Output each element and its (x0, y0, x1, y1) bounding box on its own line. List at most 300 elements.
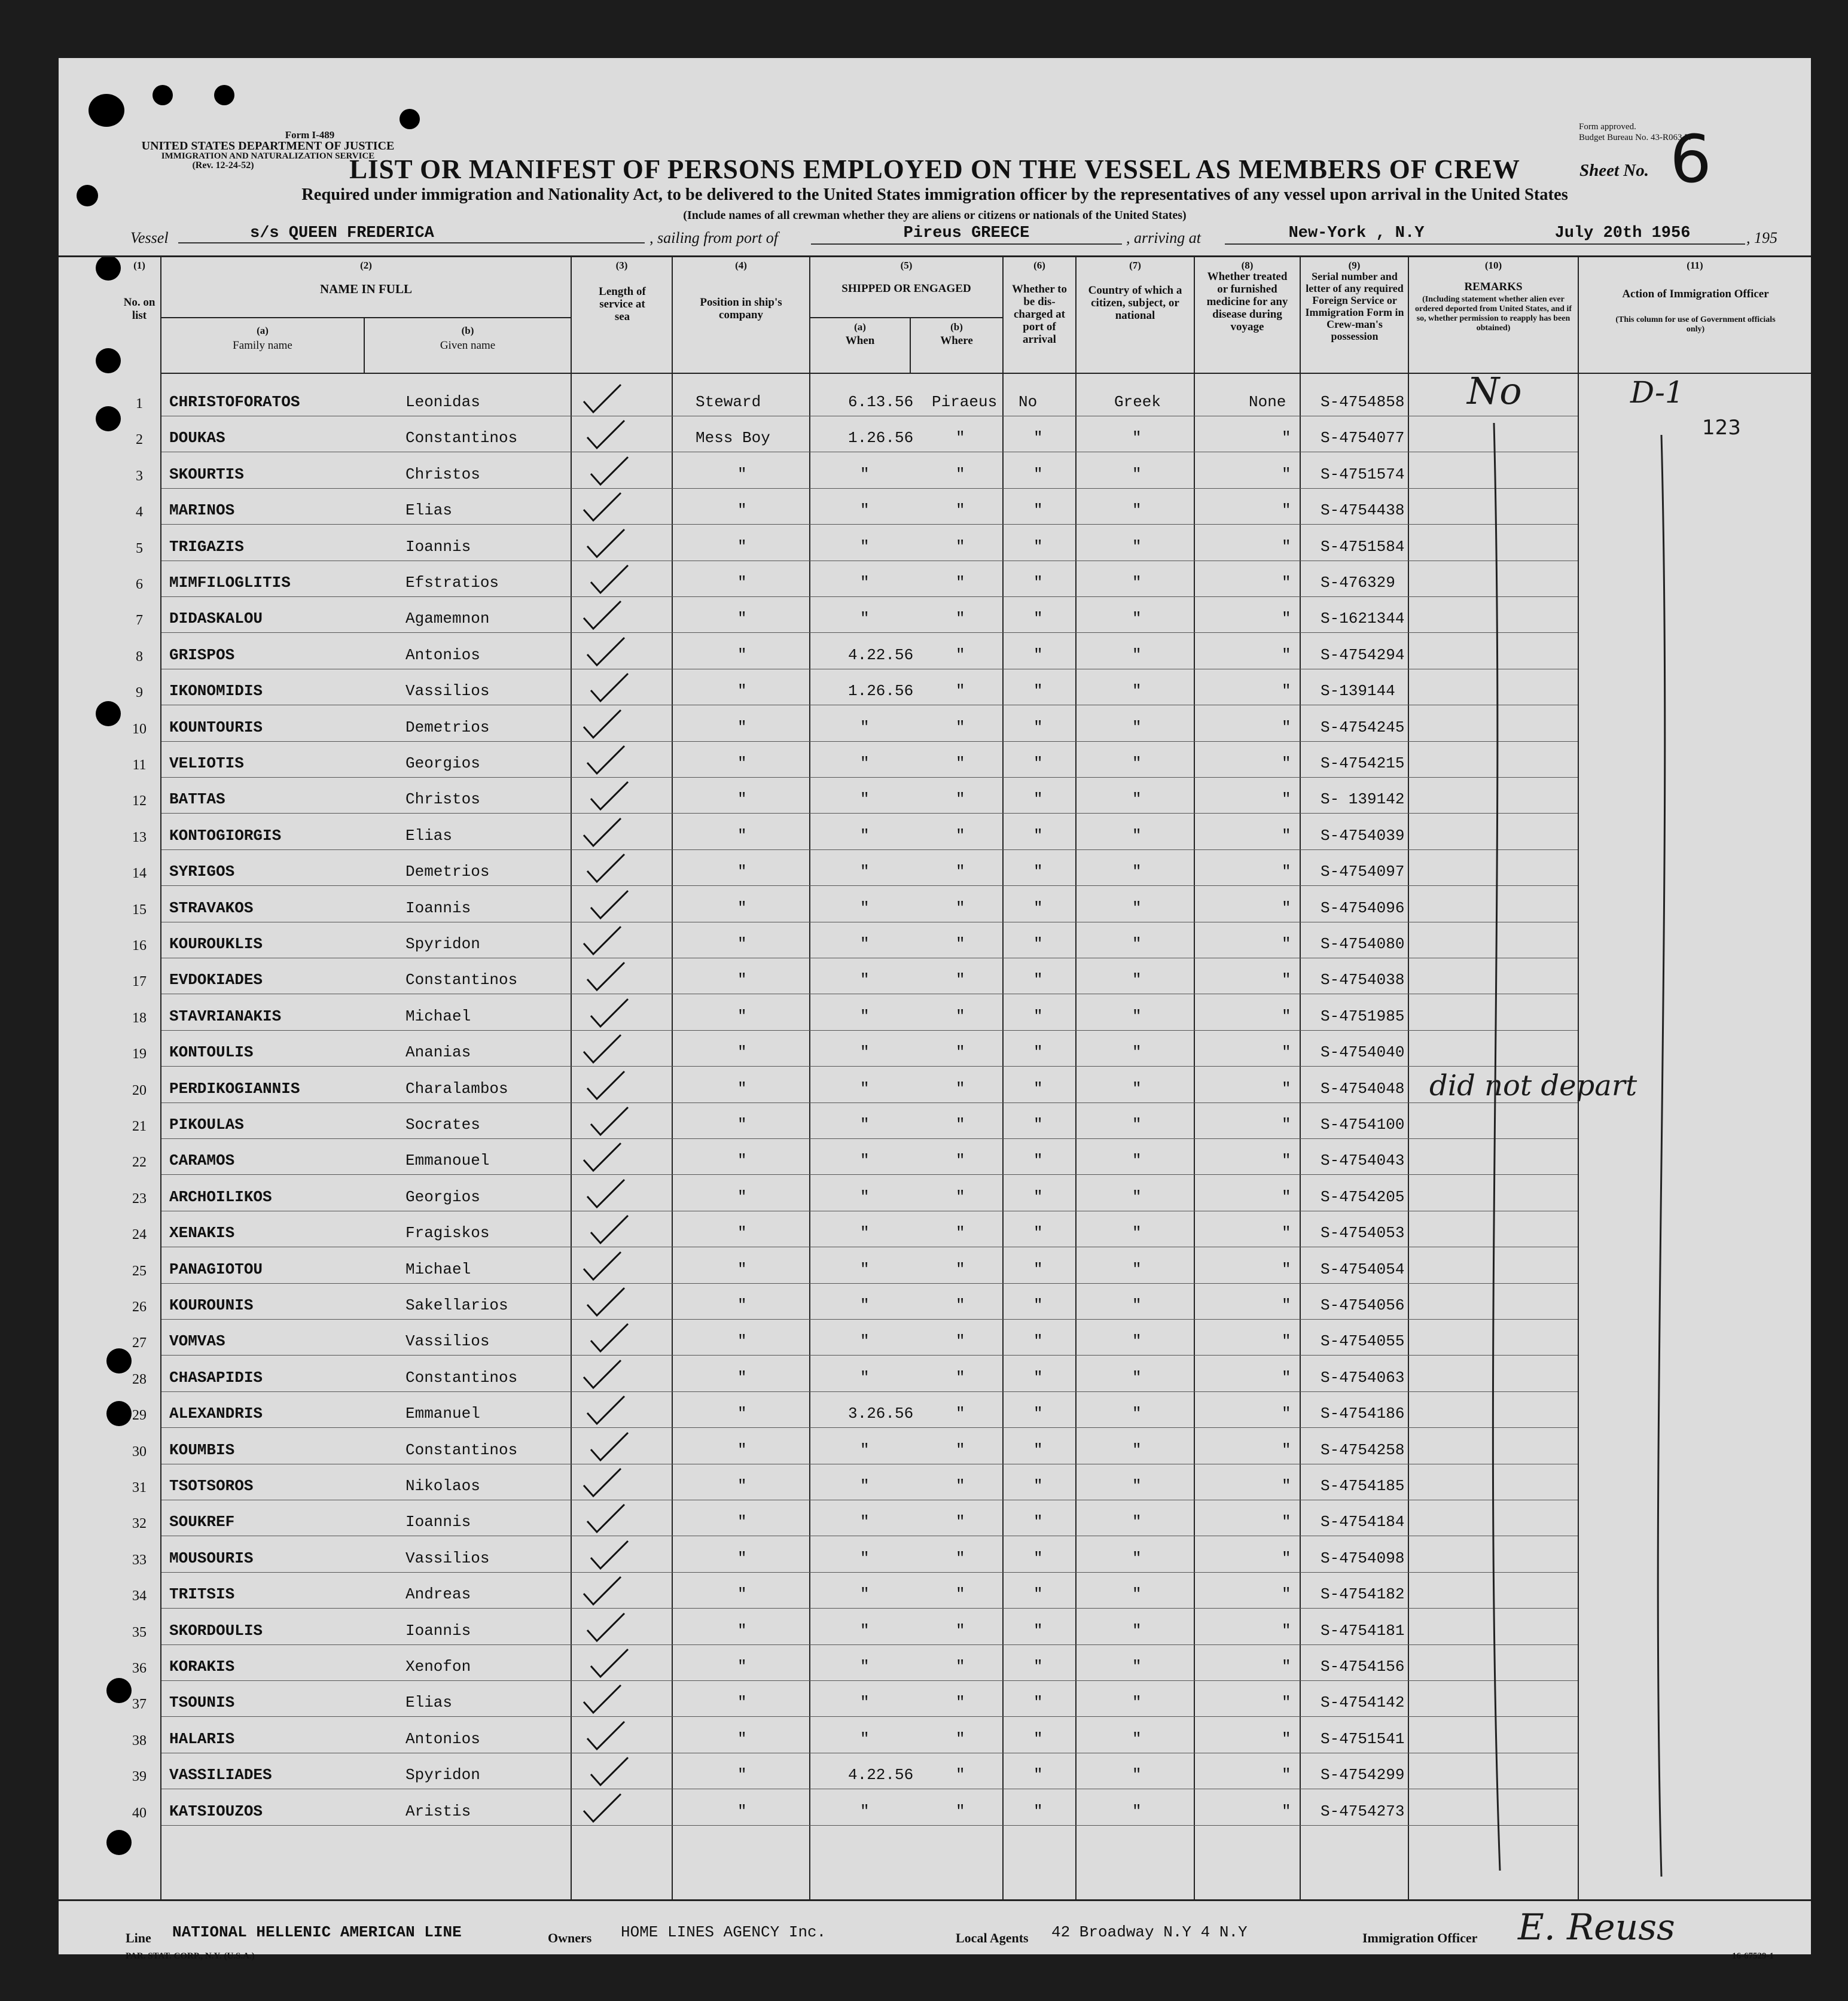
cell-country: " (1132, 1152, 1142, 1170)
cell-family: ARCHOILIKOS (169, 1187, 272, 1206)
cell-discharge: " (1033, 863, 1043, 881)
cell-when: " (860, 1658, 870, 1676)
cell-position: " (737, 1549, 747, 1567)
punch-hole (153, 85, 173, 105)
cell-medicine: " (1282, 1440, 1291, 1459)
punch-hole (96, 348, 121, 373)
cell-where: " (956, 537, 965, 556)
cell-position: " (737, 1621, 747, 1640)
cell-position: " (737, 790, 747, 809)
cell-family: KOUROUKLIS (169, 935, 263, 953)
cell-serial: S-4754858 (1321, 393, 1405, 411)
cell-serial: S- 139142 (1321, 790, 1405, 809)
cell-family: PIKOULAS (169, 1116, 244, 1134)
cell-serial: S-4754273 (1321, 1802, 1405, 1820)
cell-when: " (860, 1585, 870, 1604)
check-mark (583, 527, 630, 563)
cell-family: SOUKREF (169, 1513, 235, 1531)
row-rule (161, 632, 1578, 633)
cell-medicine: " (1282, 1405, 1291, 1423)
cell-country: " (1132, 682, 1142, 700)
officer-signature: E. Reuss (1518, 1906, 1675, 1948)
gpo-number: 16-67529-1 (1732, 1951, 1774, 1961)
cell-when: " (860, 826, 870, 845)
cell-given: Elias (405, 826, 453, 845)
cell-family: KATSIOUZOS (169, 1802, 263, 1820)
cell-medicine: " (1282, 754, 1291, 772)
cell-medicine: " (1282, 1658, 1291, 1676)
cell-medicine: " (1282, 1152, 1291, 1170)
cell-country: " (1132, 1116, 1142, 1134)
form-approved: Form approved. (1579, 122, 1636, 132)
cell-medicine: " (1282, 1332, 1291, 1351)
check-mark (586, 671, 634, 707)
cell-family: SYRIGOS (169, 863, 235, 881)
col2b-number: (b) (461, 325, 474, 336)
cell-discharge: " (1033, 1729, 1043, 1748)
cell-when: " (860, 1332, 870, 1351)
cell-position: " (737, 1405, 747, 1423)
check-mark (586, 1647, 634, 1683)
cell-given: Elias (405, 501, 453, 520)
cell-serial: S-4754039 (1321, 826, 1405, 845)
cell-when: " (860, 863, 870, 881)
check-mark (579, 1141, 627, 1177)
rule (809, 317, 1002, 318)
cell-country: " (1132, 1224, 1142, 1242)
row-rule (161, 1066, 1578, 1067)
cell-discharge: " (1033, 899, 1043, 917)
cell-given: Spyridon (405, 935, 480, 953)
cell-discharge: " (1033, 1368, 1043, 1387)
cell-discharge: " (1033, 645, 1043, 664)
cell-medicine: " (1282, 1296, 1291, 1314)
cell-family: KOUMBIS (169, 1440, 235, 1459)
punch-hole (400, 109, 420, 129)
row-number: 2 (136, 432, 143, 448)
cell-given: Spyridon (405, 1766, 480, 1784)
sheet-number: 6 (1670, 121, 1712, 197)
col4-header: Position in ship's company (700, 296, 782, 321)
cell-country: " (1132, 1405, 1142, 1423)
check-mark (583, 1177, 630, 1213)
rule (160, 255, 161, 1901)
cell-family: ALEXANDRIS (169, 1405, 263, 1423)
cell-serial: S-4754043 (1321, 1152, 1405, 1170)
col10-note: (Including statement whether alien ever ordered deported from United States, and if so, whether permission to reapply has been obtained) (1415, 295, 1572, 333)
cell-given: Georgios (405, 754, 480, 772)
col9-header: Serial number and letter of any required Foreign Service or Immigration Form in Crew-man's possession (1305, 270, 1404, 342)
cell-medicine: " (1282, 1116, 1291, 1134)
cell-position: " (737, 501, 747, 520)
row-number: 23 (132, 1190, 147, 1207)
bracket-lines (1482, 417, 1781, 1895)
cell-position: " (737, 1440, 747, 1459)
cell-when: " (860, 1621, 870, 1640)
cell-country: " (1132, 1658, 1142, 1676)
cell-given: Emmanuel (405, 1405, 480, 1423)
col4-number: (4) (735, 260, 747, 271)
check-mark (579, 382, 627, 418)
check-mark (586, 1430, 634, 1466)
check-mark (579, 599, 627, 635)
subtitle: Required under immigration and Nationality Act, to be delivered to the United States immigration officer by the representatives of any vessel upon arrival in the United States (301, 185, 1568, 204)
cell-serial: S-139144 (1321, 682, 1395, 700)
cell-when: " (860, 1043, 870, 1062)
cell-country: " (1132, 1440, 1142, 1459)
cell-country: " (1132, 826, 1142, 845)
row-number: 28 (132, 1371, 147, 1387)
cell-where: " (956, 1729, 965, 1748)
rule (1408, 255, 1409, 1901)
row-number: 17 (132, 974, 147, 990)
cell-medicine: " (1282, 1549, 1291, 1567)
cell-discharge: " (1033, 1477, 1043, 1495)
punch-hole (96, 701, 121, 726)
row-rule (161, 1608, 1578, 1609)
cell-serial: S-4754063 (1321, 1368, 1405, 1387)
cell-when: " (860, 1116, 870, 1134)
cell-given: Constantinos (405, 971, 518, 989)
cell-family: GRISPOS (169, 645, 235, 664)
cell-when: " (860, 790, 870, 809)
cell-serial: S-4754186 (1321, 1405, 1405, 1423)
row-rule (161, 1030, 1578, 1031)
agents-label: Local Agents (956, 1930, 1029, 1945)
cell-when: " (860, 718, 870, 736)
cell-given: Christos (405, 790, 480, 809)
cell-given: Vassilios (405, 1332, 490, 1351)
cell-family: VOMVAS (169, 1332, 225, 1351)
cell-given: Michael (405, 1260, 471, 1278)
check-mark (579, 1574, 627, 1610)
cell-country: " (1132, 465, 1142, 483)
row-rule (161, 1391, 1578, 1392)
cell-given: Ananias (405, 1043, 471, 1062)
arrival-date: July 20th 1956 (1500, 224, 1745, 245)
cell-serial: S-4754097 (1321, 863, 1405, 881)
cell-family: MOUSOURIS (169, 1549, 254, 1567)
cell-medicine: " (1282, 1802, 1291, 1820)
check-mark (579, 1466, 627, 1502)
col6-number: (6) (1033, 260, 1045, 271)
check-mark (579, 924, 627, 960)
check-mark (583, 744, 630, 779)
cell-family: TSOUNIS (169, 1694, 235, 1712)
col2a-header: Family name (233, 339, 292, 352)
cell-serial: S-4754142 (1321, 1694, 1405, 1712)
cell-where: " (956, 1187, 965, 1206)
col10-number: (10) (1484, 260, 1502, 271)
cell-when: " (860, 899, 870, 917)
check-mark (583, 1286, 630, 1321)
cell-position: " (737, 1368, 747, 1387)
check-mark (586, 1213, 634, 1249)
cell-medicine: " (1282, 1224, 1291, 1242)
col3-header: Length of service at sea (599, 285, 646, 323)
cell-country: " (1132, 971, 1142, 989)
cell-serial: S-4754096 (1321, 899, 1405, 917)
col5a-number: (a) (854, 321, 866, 333)
cell-when: " (860, 1513, 870, 1531)
row-rule (161, 1716, 1578, 1717)
cell-when: 6.13.56 (848, 393, 914, 411)
cell-family: HALARIS (169, 1729, 235, 1748)
cell-given: Constantinos (405, 1440, 518, 1459)
cell-position: " (737, 1260, 747, 1278)
col10-header: REMARKS (1464, 281, 1523, 293)
cell-medicine: " (1282, 826, 1291, 845)
cell-where: " (956, 574, 965, 592)
row-number: 6 (136, 577, 143, 592)
department: UNITED STATES DEPARTMENT OF JUSTICE (141, 139, 395, 153)
rule (571, 255, 572, 1901)
rule (672, 255, 673, 1901)
subtitle-note: (Include names of all crewman whether they are aliens or citizens or nationals of the United States) (683, 209, 1187, 222)
cell-discharge: " (1033, 1296, 1043, 1314)
cell-where: " (956, 1079, 965, 1098)
line-value: NATIONAL HELLENIC AMERICAN LINE (172, 1923, 462, 1941)
col5b-header: Where (940, 334, 973, 347)
cell-given: Ioannis (405, 537, 471, 556)
row-rule (161, 1427, 1578, 1428)
check-mark (586, 1105, 634, 1141)
cell-given: Leonidas (405, 393, 480, 411)
row-rule (161, 1680, 1578, 1681)
cell-country: " (1132, 1368, 1142, 1387)
rule (1300, 255, 1301, 1901)
cell-medicine: " (1282, 1477, 1291, 1495)
cell-when: " (860, 1152, 870, 1170)
cell-country: " (1132, 1187, 1142, 1206)
cell-serial: S-4754040 (1321, 1043, 1405, 1062)
cell-country: " (1132, 1729, 1142, 1748)
rule (1002, 255, 1004, 1901)
cell-medicine: " (1282, 1694, 1291, 1712)
cell-position: " (737, 1694, 747, 1712)
cell-position: Mess Boy (696, 429, 770, 447)
cell-position: " (737, 1116, 747, 1134)
row-rule (161, 1644, 1578, 1645)
cell-country: " (1132, 935, 1142, 953)
service: IMMIGRATION AND NATURALIZATION SERVICE (161, 151, 375, 161)
table-bottom-rule (59, 1899, 1811, 1901)
rule (1488, 243, 1500, 245)
cell-serial: S-4754258 (1321, 1440, 1405, 1459)
cell-medicine: " (1282, 1007, 1291, 1025)
row-rule (161, 813, 1578, 814)
check-mark (583, 418, 630, 454)
budget-bureau: Budget Bureau No. 43-R063.5. (1579, 133, 1691, 142)
cell-where: " (956, 1513, 965, 1531)
cell-when: " (860, 1549, 870, 1567)
row-number: 29 (132, 1408, 147, 1424)
row-number: 31 (132, 1480, 147, 1496)
row-number: 16 (132, 938, 147, 954)
check-mark (586, 779, 634, 815)
cell-when: " (860, 574, 870, 592)
row-number: 25 (132, 1263, 147, 1279)
check-mark (579, 1033, 627, 1068)
cell-family: IKONOMIDIS (169, 682, 263, 700)
cell-country: Greek (1114, 393, 1161, 411)
cell-discharge: " (1033, 971, 1043, 989)
cell-country: " (1132, 1802, 1142, 1820)
cell-medicine: " (1282, 863, 1291, 881)
cell-serial: S-4754184 (1321, 1513, 1405, 1531)
cell-country: " (1132, 1332, 1142, 1351)
cell-where: " (956, 645, 965, 664)
cell-medicine: " (1282, 1766, 1291, 1784)
cell-given: Charalambos (405, 1079, 508, 1098)
cell-serial: S-4754181 (1321, 1621, 1405, 1640)
remarks-handwritten: No (1467, 369, 1522, 413)
cell-medicine: " (1282, 610, 1291, 628)
row-number: 27 (132, 1335, 147, 1351)
cell-serial: S-4754048 (1321, 1079, 1405, 1098)
cell-serial: S-4754080 (1321, 935, 1405, 953)
punch-hole (214, 85, 234, 105)
cell-country: " (1132, 1694, 1142, 1712)
row-rule (161, 1355, 1578, 1356)
cell-where: " (956, 718, 965, 736)
col5-number: (5) (900, 260, 913, 271)
cell-family: SKOURTIS (169, 465, 244, 483)
row-number: 36 (132, 1661, 147, 1676)
check-mark (579, 491, 627, 526)
cell-country: " (1132, 1079, 1142, 1098)
row-rule (161, 1283, 1578, 1284)
cell-position: " (737, 971, 747, 989)
cell-family: CHASAPIDIS (169, 1368, 263, 1387)
row-number: 15 (132, 901, 147, 918)
cell-country: " (1132, 899, 1142, 917)
col8-number: (8) (1241, 260, 1254, 271)
cell-discharge: " (1033, 465, 1043, 483)
row-rule (161, 596, 1578, 597)
rule (1075, 255, 1077, 1901)
cell-when: " (860, 935, 870, 953)
cell-where: " (956, 1658, 965, 1676)
vessel-label: Vessel (130, 229, 169, 246)
check-mark (586, 563, 634, 599)
check-mark (586, 888, 634, 924)
cell-given: Vassilios (405, 1549, 490, 1567)
cell-when: " (860, 1694, 870, 1712)
cell-serial: S-4754100 (1321, 1116, 1405, 1134)
cell-medicine: " (1282, 971, 1291, 989)
cell-when: " (860, 1007, 870, 1025)
cell-discharge: " (1033, 1549, 1043, 1567)
col5a-header: When (845, 334, 875, 347)
cell-discharge: " (1033, 1007, 1043, 1025)
cell-discharge: " (1033, 1513, 1043, 1531)
cell-where: " (956, 754, 965, 772)
cell-when: " (860, 1477, 870, 1495)
col1-number: (1) (133, 260, 145, 271)
cell-country: " (1132, 1766, 1142, 1784)
cell-where: " (956, 826, 965, 845)
cell-position: " (737, 1187, 747, 1206)
cell-where: " (956, 429, 965, 447)
row-number: 24 (132, 1227, 147, 1243)
cell-discharge: " (1033, 537, 1043, 556)
cell-given: Constantinos (405, 1368, 518, 1387)
cell-when: " (860, 971, 870, 989)
cell-medicine: " (1282, 790, 1291, 809)
row-number: 33 (132, 1552, 147, 1568)
cell-given: Demetrios (405, 718, 490, 736)
cell-discharge: No (1018, 393, 1038, 411)
cell-position: " (737, 537, 747, 556)
cell-position: " (737, 465, 747, 483)
cell-when: " (860, 1296, 870, 1314)
remark-row-20: did not depart (1429, 1069, 1637, 1102)
cell-given: Xenofon (405, 1658, 471, 1676)
cell-given: Agamemnon (405, 610, 490, 628)
cell-discharge: " (1033, 1405, 1043, 1423)
cell-discharge: " (1033, 718, 1043, 736)
row-number: 30 (132, 1443, 147, 1460)
row-number: 12 (132, 793, 147, 809)
cell-when: " (860, 1260, 870, 1278)
agents-value: 42 Broadway N.Y 4 N.Y (1051, 1923, 1248, 1941)
cell-when: " (860, 1729, 870, 1748)
col2-header: NAME IN FULL (319, 282, 412, 296)
col11-note: (This column for use of Government officials only) (1615, 315, 1776, 334)
cell-where: " (956, 1332, 965, 1351)
cell-given: Socrates (405, 1116, 480, 1134)
cell-country: " (1132, 1621, 1142, 1640)
cell-position: " (737, 1043, 747, 1062)
check-mark (586, 1539, 634, 1574)
cell-when: 1.26.56 (848, 682, 914, 700)
cell-where: " (956, 465, 965, 483)
row-number: 8 (136, 648, 143, 665)
cell-country: " (1132, 790, 1142, 809)
row-number: 20 (132, 1082, 147, 1098)
check-mark (583, 1502, 630, 1538)
cell-position: " (737, 1296, 747, 1314)
punch-hole (96, 406, 121, 431)
cell-family: KOUROUNIS (169, 1296, 254, 1314)
cell-medicine: " (1282, 1079, 1291, 1098)
cell-where: Piraeus (932, 393, 998, 411)
cell-family: VELIOTIS (169, 754, 244, 772)
cell-position: " (737, 1585, 747, 1604)
cell-where: " (956, 1694, 965, 1712)
cell-discharge: " (1033, 790, 1043, 809)
cell-when: " (860, 1368, 870, 1387)
cell-family: KONTOULIS (169, 1043, 254, 1062)
cell-country: " (1132, 1296, 1142, 1314)
cell-given: Fragiskos (405, 1224, 490, 1242)
cell-discharge: " (1033, 682, 1043, 700)
cell-medicine: " (1282, 574, 1291, 592)
cell-family: KORAKIS (169, 1658, 235, 1676)
cell-country: " (1132, 1007, 1142, 1025)
rule (160, 373, 1811, 374)
cell-family: DOUKAS (169, 429, 225, 447)
cell-family: PANAGIOTOU (169, 1260, 263, 1278)
cell-family: MARINOS (169, 501, 235, 520)
cell-where: " (956, 935, 965, 953)
cell-medicine: " (1282, 1260, 1291, 1278)
row-number: 37 (132, 1697, 147, 1713)
cell-serial: S-476329 (1321, 574, 1395, 592)
cell-medicine: " (1282, 718, 1291, 736)
cell-discharge: " (1033, 1440, 1043, 1459)
